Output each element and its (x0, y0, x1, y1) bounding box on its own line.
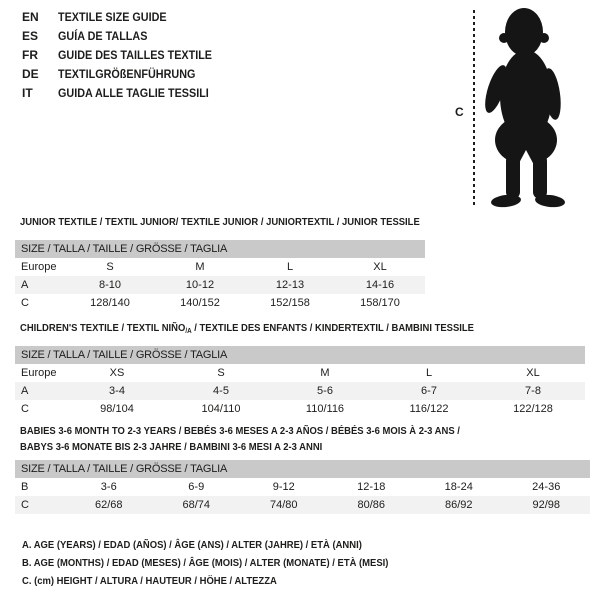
table-cell: 122/128 (513, 403, 553, 415)
height-dashed-line (473, 10, 475, 208)
language-row-de (22, 65, 229, 84)
row-label: A (21, 279, 29, 291)
language-code: ES (22, 29, 39, 43)
language-title: GUIDA ALLE TAGLIE TESSILI (58, 86, 209, 100)
junior-table-title: JUNIOR TEXTILE / TEXTIL JUNIOR/ TEXTILE JUNIOR / JUNIORTEXTIL / JUNIOR TESSILE (20, 216, 420, 228)
table-cell: XL (526, 367, 540, 379)
table-cell: S (217, 367, 225, 379)
table-cell: L (425, 367, 433, 379)
row-label: A (21, 385, 29, 397)
row-label: C (21, 403, 29, 415)
language-code: FR (22, 48, 38, 62)
table-cell: 6-7 (421, 385, 437, 397)
table-cell: 12-13 (275, 279, 305, 291)
language-code: IT (22, 86, 33, 100)
footnote-c: C. (cm) HEIGHT / ALTURA / HAUTEUR / HÖHE / ALTEZZA (22, 575, 277, 587)
baby-leg-right (533, 154, 547, 199)
table-row-age-months (15, 478, 590, 496)
table-cell: 80/86 (357, 499, 386, 511)
size-header: SIZE / TALLA / TAILLE / GRÖSSE / TAGLIA (15, 460, 590, 478)
table-cell: 6-9 (188, 481, 205, 493)
table-cell: 140/152 (180, 297, 220, 309)
table-cell: XL (373, 261, 387, 273)
table-row-europe (15, 258, 425, 276)
table-cell: 158/170 (360, 297, 400, 309)
table-cell: 3-4 (109, 385, 125, 397)
table-cell: 4-5 (213, 385, 229, 397)
language-title: TEXTILE SIZE GUIDE (58, 10, 167, 24)
row-label: Europe (21, 367, 57, 379)
height-label-c: C (455, 105, 464, 119)
table-cell: L (286, 261, 294, 273)
table-cell: 74/80 (269, 499, 298, 511)
size-header: SIZE / TALLA / TAILLE / GRÖSSE / TAGLIA (15, 346, 585, 364)
table-row-height (15, 496, 590, 514)
footnote-b: B. AGE (MONTHS) / EDAD (MESES) / ÂGE (MOIS) / ALTER (MONATE) / ETÀ (MESI) (22, 557, 389, 569)
language-row-es (22, 27, 229, 46)
children-size-table (15, 346, 585, 418)
language-code: EN (22, 10, 39, 24)
language-row-fr (22, 46, 229, 65)
size-header: SIZE / TALLA / TAILLE / GRÖSSE / TAGLIA (15, 240, 425, 258)
babies-table-title: BABIES 3-6 MONTH TO 2-3 YEARS / BEBÉS 3-6 MESES A 2-3 AÑOS / BÉBÉS 3-6 MOIS À 2-3 ANS / BABYS 3-6 MONATE BIS 2-3 JAHRE / BAMBINI 3-6 MESI A 2-3 ANNI (20, 425, 460, 453)
row-label: B (21, 481, 29, 493)
table-cell: 5-6 (317, 385, 333, 397)
table-cell: 68/74 (182, 499, 211, 511)
table-cell: 9-12 (272, 481, 295, 493)
table-cell: 8-10 (98, 279, 122, 291)
table-cell: 7-8 (525, 385, 541, 397)
table-cell: 12-18 (357, 481, 386, 493)
table-cell: 92/98 (532, 499, 561, 511)
footnote-a: A. AGE (YEARS) / EDAD (AÑOS) / ÂGE (ANS) / ALTER (JAHRE) / ETÀ (ANNI) (22, 539, 362, 551)
junior-size-table (15, 240, 425, 312)
row-label: Europe (21, 261, 57, 273)
table-cell: 14-16 (365, 279, 395, 291)
table-row-europe (15, 364, 585, 382)
table-cell: M (195, 261, 205, 273)
language-row-en (22, 8, 229, 27)
language-row-it (22, 84, 229, 103)
table-cell: M (320, 367, 330, 379)
language-title: GUIDE DES TAILLES TEXTILE (58, 48, 213, 62)
table-cell: 116/122 (409, 403, 449, 415)
language-list (22, 8, 229, 103)
table-row-age (15, 276, 425, 294)
table-cell: 62/68 (94, 499, 123, 511)
baby-silhouette (480, 4, 582, 210)
language-title: TEXTILGRÖßENFÜHRUNG (58, 67, 196, 81)
children-table-title: CHILDREN'S TEXTILE / TEXTIL NIÑO/A / TEXTILE DES ENFANTS / KINDERTEXTIL / BAMBINI TESSILE (20, 322, 474, 335)
baby-leg-left (506, 154, 520, 199)
table-cell: 10-12 (185, 279, 215, 291)
row-label: C (21, 297, 29, 309)
language-code: DE (22, 67, 39, 81)
table-cell: 3-6 (100, 481, 117, 493)
table-cell: XS (109, 367, 125, 379)
language-title: GUÍA DE TALLAS (58, 29, 148, 43)
babies-size-table (15, 460, 590, 514)
table-cell: 86/92 (444, 499, 473, 511)
table-cell: 110/116 (305, 403, 345, 415)
subscript-a: /A (185, 328, 192, 335)
table-row-height (15, 400, 585, 418)
row-label: C (21, 499, 29, 511)
table-row-height (15, 294, 425, 312)
footnotes (22, 536, 429, 590)
table-cell: 104/110 (201, 403, 241, 415)
table-cell: 98/104 (100, 403, 134, 415)
table-cell: 24-36 (532, 481, 561, 493)
table-cell: S (106, 261, 114, 273)
table-row-age (15, 382, 585, 400)
baby-head (505, 8, 543, 56)
table-cell: 152/158 (270, 297, 310, 309)
table-cell: 18-24 (444, 481, 473, 493)
table-cell: 128/140 (90, 297, 130, 309)
